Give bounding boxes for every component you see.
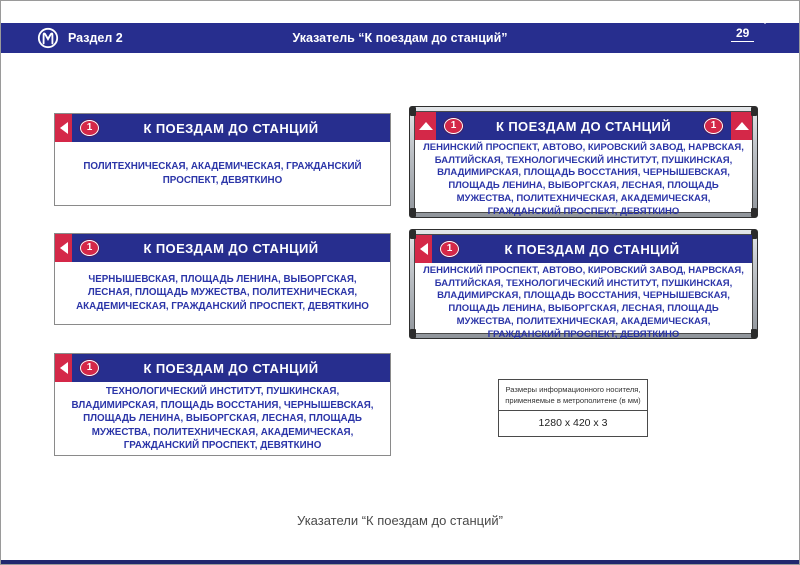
- sign-right-2: [409, 229, 758, 339]
- page-number-block: [731, 24, 765, 42]
- footer-strip: [1, 560, 799, 564]
- caption: Указатели “К поездам до станций”: [297, 513, 503, 528]
- page-down-arrow-icon: [754, 14, 776, 41]
- sign-left-3-header: [55, 354, 390, 382]
- station-list: ЛЕНИНСКИЙ ПРОСПЕКТ, АВТОВО, КИРОВСКИЙ ЗАВОД, НАРВСКАЯ, БАЛТИЙСКАЯ, ТЕХНОЛОГИЧЕСКИЙ ИНСТИТУТ, ПУШКИНСКАЯ, ВЛАДИМИРСКАЯ, ПЛОЩАДЬ ВОССТАНИЯ, ЧЕРНЫШЕВСКАЯ, ПЛОЩАДЬ ЛЕНИНА, ВЫБОРГСКАЯ, ЛЕСНАЯ, ПЛОЩАДЬ МУЖЕСТВА, ПОЛИТЕХНИЧЕСКАЯ, АКАДЕМИЧЕСКАЯ, ГРАЖДАНСКИЙ ПРОСПЕКТ, ДЕВЯТКИНО: [423, 265, 744, 340]
- sign-right-1-panel: [414, 111, 753, 217]
- sign-left-1: [54, 113, 391, 206]
- sign-right-2-panel: [414, 234, 753, 340]
- line-1-badge: 1: [444, 118, 463, 134]
- sign-right-1: [409, 106, 758, 218]
- page-number: 29: [731, 26, 754, 42]
- info-box: [498, 379, 648, 437]
- line-1-badge: 1: [704, 118, 723, 134]
- info-dimensions: 1280 x 420 x 3: [538, 417, 608, 430]
- left-arrow-icon: [55, 234, 72, 262]
- frame-cap-icon: [751, 107, 757, 116]
- line-1-badge: 1: [80, 240, 99, 256]
- sign-left-1-header: [55, 114, 390, 142]
- sign-title: К ПОЕЗДАМ ДО СТАНЦИЙ: [495, 118, 672, 134]
- station-list: ПОЛИТЕХНИЧЕСКАЯ, АКАДЕМИЧЕСКАЯ, ГРАЖДАНСКИЙ ПРОСПЕКТ, ДЕВЯТКИНО: [83, 160, 362, 186]
- info-note: [499, 380, 647, 411]
- left-arrow-icon: [55, 114, 72, 142]
- sign-title: К ПОЕЗДАМ ДО СТАНЦИЙ: [504, 241, 680, 257]
- left-arrow-icon: [415, 235, 432, 263]
- up-arrow-icon: [731, 112, 752, 140]
- sign-left-2-titlebar: [72, 234, 390, 262]
- page-title: Указатель “К поездам до станций”: [292, 31, 508, 45]
- sign-title: К ПОЕЗДАМ ДО СТАНЦИЙ: [143, 360, 319, 376]
- sign-left-3-titlebar: [72, 354, 390, 382]
- sign-left-2: [54, 233, 391, 325]
- sign-left-2-header: [55, 234, 390, 262]
- station-list: ЛЕНИНСКИЙ ПРОСПЕКТ, АВТОВО, КИРОВСКИЙ ЗАВОД, НАРВСКАЯ, БАЛТИЙСКАЯ, ТЕХНОЛОГИЧЕСКИЙ ИНСТИТУТ, ПУШКИНСКАЯ, ВЛАДИМИРСКАЯ, ПЛОЩАДЬ ВОССТАНИЯ, ЧЕРНЫШЕВСКАЯ, ПЛОЩАДЬ ЛЕНИНА, ВЫБОРГСКАЯ, ЛЕСНАЯ, ПЛОЩАДЬ МУЖЕСТВА, ПОЛИТЕХНИЧЕСКАЯ, АКАДЕМИЧЕСКАЯ, ГРАЖДАНСКИЙ ПРОСПЕКТ, ДЕВЯТКИНО: [423, 142, 744, 217]
- line-1-badge: 1: [440, 241, 459, 257]
- sign-title: К ПОЕЗДАМ ДО СТАНЦИЙ: [143, 120, 319, 136]
- frame-cap-icon: [410, 329, 416, 338]
- frame-cap-icon: [410, 107, 416, 116]
- line-1-badge: 1: [80, 120, 99, 136]
- sign-left-3: [54, 353, 391, 456]
- station-list: ЧЕРНЫШЕВСКАЯ, ПЛОЩАДЬ ЛЕНИНА, ВЫБОРГСКАЯ, ЛЕСНАЯ, ПЛОЩАДЬ МУЖЕСТВА, ПОЛИТЕХНИЧЕСКАЯ, АКАДЕМИЧЕСКАЯ, ГРАЖДАНСКИЙ ПРОСПЕКТ, ДЕВЯТКИНО: [76, 273, 369, 312]
- sign-left-1-titlebar: [72, 114, 390, 142]
- section-label: Раздел 2: [68, 31, 123, 45]
- frame-cap-icon: [410, 208, 416, 217]
- frame-cap-icon: [751, 329, 757, 338]
- info-note-line2: применяемые в метрополитене (в мм): [505, 395, 641, 405]
- sign-right-1-titlebar: [436, 112, 731, 140]
- sign-title: К ПОЕЗДАМ ДО СТАНЦИЙ: [143, 240, 319, 256]
- spb-metro-logo-icon: [37, 27, 59, 49]
- info-note-line1: Размеры информационного носителя,: [505, 385, 641, 394]
- sign-right-2-titlebar: [432, 235, 752, 263]
- frame-cap-icon: [410, 230, 416, 239]
- station-list: ТЕХНОЛОГИЧЕСКИЙ ИНСТИТУТ, ПУШКИНСКАЯ, ВЛАДИМИРСКАЯ, ПЛОЩАДЬ ВОССТАНИЯ, ЧЕРНЫШЕВСКАЯ, ПЛОЩАДЬ ЛЕНИНА, ВЫБОРГСКАЯ, ЛЕСНАЯ, ПЛОЩАДЬ МУЖЕСТВА, ПОЛИТЕХНИЧЕСКАЯ, АКАДЕМИЧЕСКАЯ, ГРАЖДАНСКИЙ ПРОСПЕКТ, ДЕВЯТКИНО: [71, 386, 374, 452]
- left-arrow-icon: [55, 354, 72, 382]
- sign-right-2-header: [415, 235, 752, 263]
- line-1-badge: 1: [80, 360, 99, 376]
- up-arrow-icon: [415, 112, 436, 140]
- sign-right-1-header: [415, 112, 752, 140]
- header-bar: [1, 23, 799, 53]
- frame-cap-icon: [751, 208, 757, 217]
